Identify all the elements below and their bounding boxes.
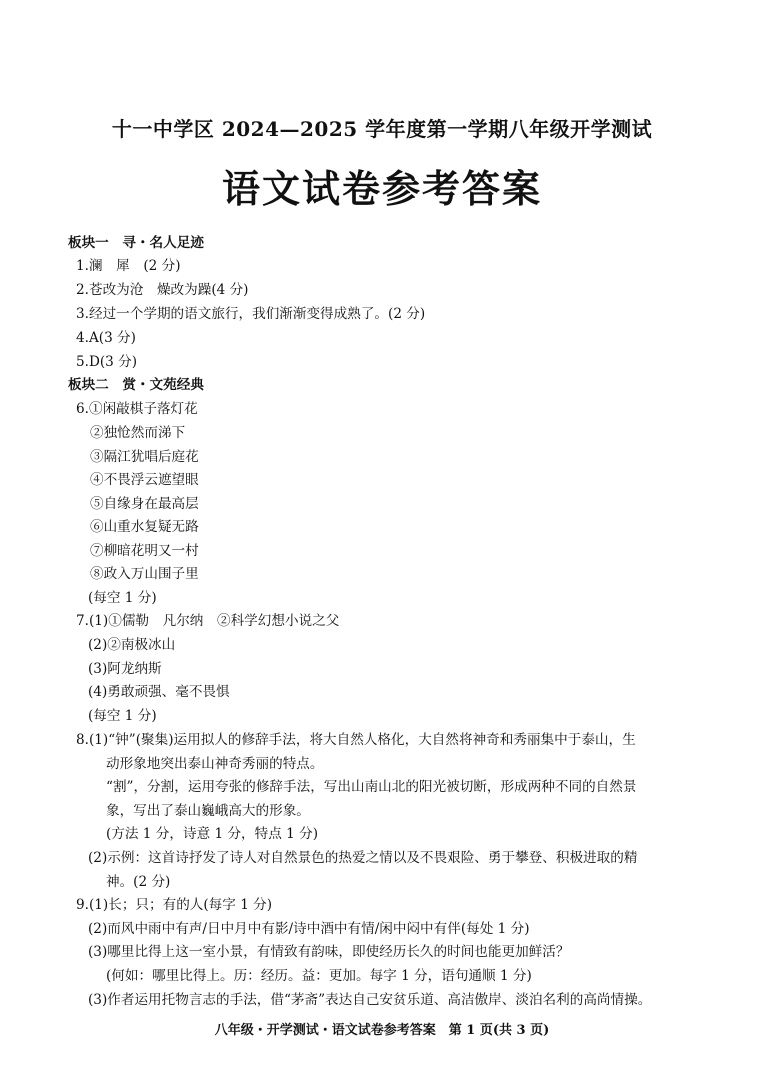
answer-line: (2)②南极冰山 xyxy=(88,637,176,653)
section-heading-1: 板块一 寻・名人足迹 xyxy=(68,235,204,251)
answer-line: (3)作者运用托物言志的手法，借“茅斋”表达自己安贫乐道、高洁傲岸、淡泊名利的高尚情操。 xyxy=(88,992,652,1008)
answer-line: 4.A(3 分) xyxy=(76,330,136,346)
answer-line: ②独怆然而涕下 xyxy=(90,425,186,441)
answer-line: 7.(1)①儒勒 凡尔纳 ②科学幻想小说之父 xyxy=(76,613,340,629)
document-title: 十一中学区 2024—2025 学年度第一学期八年级开学测试 xyxy=(111,117,653,141)
answer-line: ④不畏浮云遮望眼 xyxy=(90,472,199,488)
answer-line: 6.①闲敲棋子落灯花 xyxy=(76,401,198,417)
answer-line: 动形象地突出泰山神奇秀丽的特点。 xyxy=(106,756,324,772)
answer-line: (何如：哪里比得上。历：经历。益：更加。每字 1 分，语句通顺 1 分) xyxy=(106,968,532,984)
answer-line: (每空 1 分) xyxy=(88,590,157,606)
answer-line: 3.经过一个学期的语文旅行，我们渐渐变得成熟了。(2 分) xyxy=(76,306,426,322)
answer-line: 5.D(3 分) xyxy=(76,354,138,370)
answer-line: 9.(1)长；只；有的人(每字 1 分) xyxy=(76,897,273,913)
answer-line: (2)而风中雨中有声/日中月中有影/诗中酒中有情/闲中闷中有伴(每处 1 分) xyxy=(88,921,530,937)
answer-line: ⑥山重水复疑无路 xyxy=(90,519,199,535)
answer-line: (每空 1 分) xyxy=(88,708,157,724)
answer-line: “割”，分割，运用夸张的修辞手法，写出山南山北的阳光被切断，形成两种不同的自然景 xyxy=(106,779,637,795)
answer-line: 1.澜 犀 (2 分) xyxy=(76,258,181,274)
answer-line: ⑧政入万山围子里 xyxy=(90,566,199,582)
answer-line: ⑦柳暗花明又一村 xyxy=(90,543,199,559)
answer-line: (4)勇敢顽强、毫不畏惧 xyxy=(88,684,230,700)
section-heading-2: 板块二 赏・文苑经典 xyxy=(68,377,204,393)
answer-line: 象，写出了泰山巍峨高大的形象。 xyxy=(106,803,310,819)
answer-line: (3)哪里比得上这一室小景，有情致有韵味，即使经历长久的时间也能更加鲜活？ xyxy=(88,944,570,960)
answer-line: ③隔江犹唱后庭花 xyxy=(90,449,199,465)
answer-line: 8.(1)“钟”(聚集)运用拟人的修辞手法，将大自然人格化，大自然将神奇和秀丽集中于泰山，生 xyxy=(76,732,636,748)
answer-line: 神。(2 分) xyxy=(106,874,171,890)
answer-line: (3)阿龙纳斯 xyxy=(88,661,162,677)
page-footer: 八年级・开学测试・语文试卷参考答案 第 1 页(共 3 页) xyxy=(214,1023,550,1038)
answer-line: (方法 1 分，诗意 1 分，特点 1 分) xyxy=(106,826,319,842)
document-subtitle: 语文试卷参考答案 xyxy=(221,166,542,211)
answer-line: (2)示例：这首诗抒发了诗人对自然景色的热爱之情以及不畏艰险、勇于攀登、积极进取的精 xyxy=(88,850,638,866)
answer-line: 2.苍改为沧 燥改为躁(4 分) xyxy=(76,282,249,298)
answer-line: ⑤自缘身在最高层 xyxy=(90,496,199,512)
